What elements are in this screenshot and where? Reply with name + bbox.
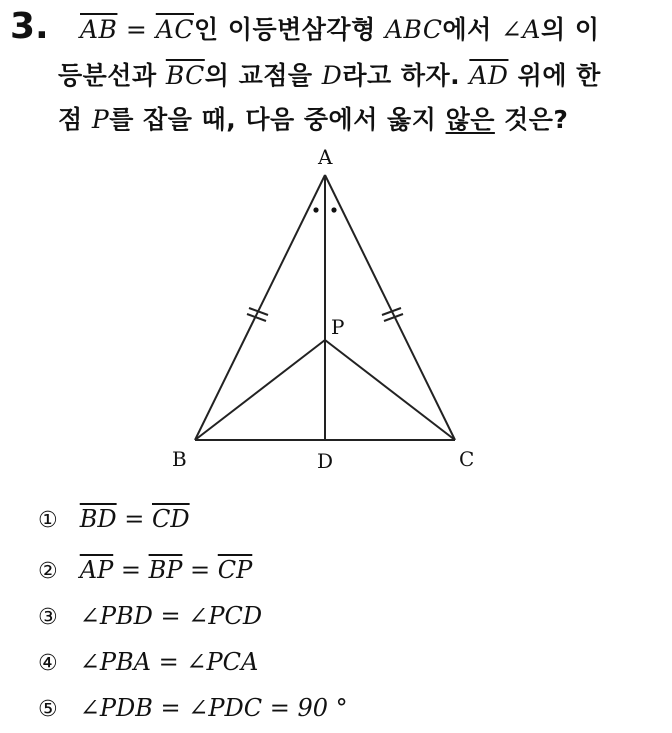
choice-1[interactable] [38,505,190,533]
question-text: 위에 한 [508,61,601,90]
question-text: 등분선과 [58,61,166,90]
choice-4[interactable] [38,648,258,676]
segment-ad: $\overline{AD}$ [469,61,509,90]
segment-bp: $\overline{BP}$ [148,556,183,584]
segment-cp-line [325,340,455,440]
segment-bc: $\overline{BC}$ [165,61,205,90]
label-p: P [331,315,345,339]
segment-cd: $\overline{CD}$ [152,505,190,533]
triangle-abc: ABC [384,15,443,44]
choice-number: ② [38,559,58,584]
segment-ap: $\overline{AP}$ [79,556,114,584]
question-text: 의 이 [541,15,600,44]
question-text: 를 잡을 때, 다음 중에서 옳지 [109,105,446,134]
choice-5[interactable] [38,694,348,722]
label-a: A [318,145,333,169]
label-b: B [172,447,187,471]
point-p: P [91,105,110,134]
segment-cp: $\overline{CP}$ [217,556,253,584]
segment-ac: $\overline{AC}$ [155,15,194,44]
choice-2[interactable] [38,556,252,584]
triangle-figure [150,140,510,480]
choice-number: ③ [38,605,58,630]
question-text: 에서 [442,15,501,44]
choice-expression: ∠PBA = ∠PCA [79,648,259,676]
question-text: 인 이등변삼각형 [193,15,385,44]
choice-number: ④ [38,651,58,676]
equals-sign: = [113,556,149,584]
question-text: 것은? [494,105,569,134]
angle-mark-dot-left [313,207,318,212]
question-text: 의 교점을 [204,61,322,90]
choice-number: ⑤ [38,697,58,722]
segment-bp-line [195,340,325,440]
question-text: 라고 하자. [342,61,470,90]
question-text: 점 [58,105,92,134]
side-ac [325,175,455,440]
label-c: C [459,447,475,471]
angle-a: ∠A [500,15,541,44]
question-line-2 [58,56,601,92]
choice-expression: ∠PBD = ∠PCD [79,602,263,630]
choice-expression: ∠PDB = ∠PDC = 90 ° [79,694,348,722]
question-line-1 [80,10,600,46]
label-d: D [317,449,334,473]
question-line-3 [58,100,568,136]
choice-3[interactable] [38,602,262,630]
equals-sign: = [182,556,218,584]
choice-number: ① [38,508,58,533]
angle-mark-dot-right [331,207,336,212]
point-d: D [321,61,343,90]
equals-sign: = [116,505,152,533]
underlined-word: 않은 [445,105,495,134]
segment-ab: $\overline{AB}$ [80,15,118,44]
equals-sign: = [117,15,156,44]
segment-bd: $\overline{BD}$ [79,505,117,533]
question-number: 3. [10,6,49,47]
side-ab [195,175,325,440]
